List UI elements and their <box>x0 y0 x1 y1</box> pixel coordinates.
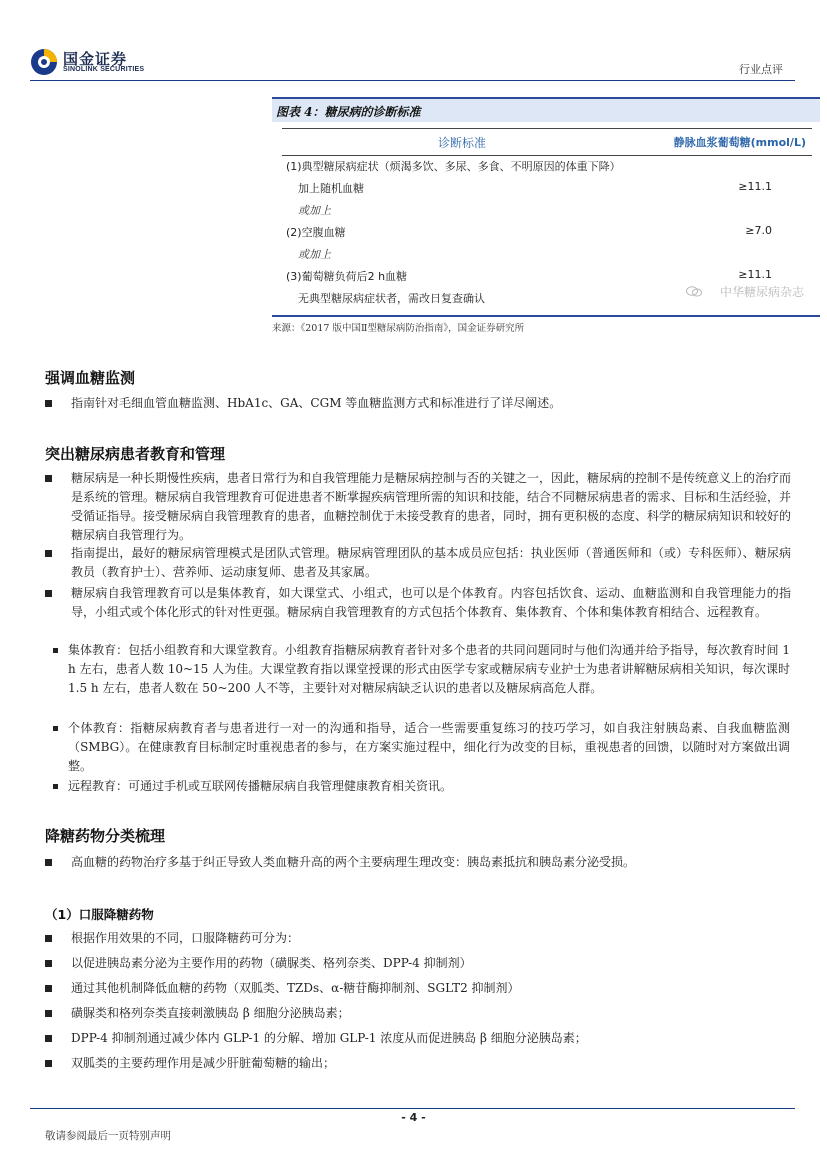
bullet-text: 糖尿病是一种长期慢性疾病，患者日常行为和自我管理能力是糖尿病控制与否的关键之一，因此，糖尿病的控制不是传统意义上的治疗而是系统的管理。糖尿病自我管理教育可促进患者不断掌握疾病管理所需的知识和技能，结合不同糖尿病患者的需求、目标和生活经验，并受循证指导。接受糖尿病自我管理教育的患者，血糖控制优于未接受教育的患者，同时，拥有更积极的态度、科学的糖尿病知识和较好的糖尿病自我管理行为。 <box>71 471 792 542</box>
disclaimer-note: 敬请参阅最后一页特别声明 <box>45 1130 171 1142</box>
bullet-text: 糖尿病自我管理教育可以是集体教育，如大课堂式、小组式，也可以是个体教育。内容包括饮食、运动、血糖监测和自我管理能力的指导，小组式或个体化形式的针对性更强。糖尿病自我管理教育的方式包括个体教育、集体教育、个体和集体教育相结合、远程教育。 <box>71 586 791 619</box>
bullet-text: DPP-4 抑制剂通过减少体内 GLP-1 的分解、增加 GLP-1 浓度从而促进胰岛 β 细胞分泌胰岛素； <box>71 1031 587 1045</box>
table-header-criteria: 诊断标准 <box>438 136 487 150</box>
section-heading-glucose-monitoring: 强调血糖监测 <box>45 369 136 387</box>
company-logo <box>30 47 155 79</box>
bullet-text: 通过其他机制降低血糖的药物（双胍类、TZDs、α-糖苷酶抑制剂、SGLT2 抑制剂） <box>71 981 520 995</box>
bullet-square-icon <box>45 550 52 557</box>
list-item <box>45 1004 791 1023</box>
diagnosis-criteria-table <box>272 122 820 315</box>
bullet-text: 指南提出，最好的糖尿病管理模式是团队式管理。糖尿病管理团队的基本成员应包括：执业医师（普通医师和（或）专科医师）、糖尿病教员（教育护士）、营养师、运动康复师、患者及其家属。 <box>71 546 791 579</box>
bullet-text: 双胍类的主要药理作用是减少肝脏葡萄糖的输出； <box>71 1056 336 1070</box>
table-cell-value: ≥11.1 <box>738 268 772 281</box>
figure-title-bar <box>272 97 820 122</box>
bullet-square-icon <box>45 935 52 942</box>
table-row <box>286 156 800 176</box>
figure-title: 图表 4：糖尿病的诊断标准 <box>276 105 421 119</box>
list-item <box>45 584 791 641</box>
sub-list-item <box>53 777 790 796</box>
subsection-heading-oral-drugs: （1）口服降糖药物 <box>45 907 154 922</box>
sub-list-item <box>53 641 790 717</box>
list-item <box>45 979 791 998</box>
table-row <box>286 222 800 242</box>
figure-source: 来源：《2017 版中国Ⅱ型糖尿病防治指南》，国金证券研究所 <box>272 323 525 334</box>
bullet-square-icon <box>45 1060 52 1067</box>
table-header-glucose: 静脉血浆葡萄糖(mmol/L) <box>673 136 806 149</box>
list-item <box>45 1029 791 1048</box>
bullet-square-icon <box>45 590 52 597</box>
bullet-dot-icon <box>53 784 58 789</box>
table-cell-value: ≥11.1 <box>738 180 772 193</box>
logo-chinese-name: 国金证券 <box>63 50 128 68</box>
bullet-text: 高血糖的药物治疗多基于纠正导致人类血糖升高的两个主要病理生理改变：胰岛素抵抗和胰岛素分泌受损。 <box>71 855 636 869</box>
header-divider <box>30 80 795 81</box>
list-item <box>45 394 791 413</box>
bullet-text: 指南针对毛细血管血糖监测、HbA1c、GA、CGM 等血糖监测方式和标准进行了详尽阐述。 <box>71 396 562 410</box>
section-heading-drug-classification: 降糖药物分类梳理 <box>45 827 166 845</box>
table-top-rule <box>282 128 812 129</box>
list-item <box>45 954 791 973</box>
table-cell-criteria: 或加上 <box>298 204 331 217</box>
bullet-square-icon <box>45 1035 52 1042</box>
list-item <box>45 544 791 582</box>
list-item <box>45 1054 791 1073</box>
table-cell-criteria: (2)空腹血糖 <box>286 226 346 239</box>
wechat-icon <box>686 286 702 297</box>
table-row <box>286 200 800 220</box>
figure-bottom-rule <box>272 315 820 317</box>
table-cell-criteria: 无典型糖尿病症状者，需改日复查确认 <box>298 292 485 305</box>
logo-english-name: SINOLINK SECURITIES <box>63 66 145 73</box>
table-row <box>286 244 800 264</box>
bullet-text: 以促进胰岛素分泌为主要作用的药物（磺脲类、格列奈类、DPP-4 抑制剂） <box>71 956 472 970</box>
list-item <box>45 469 792 542</box>
sub-bullet-text: 远程教育：可通过手机或互联网传播糖尿病自我管理健康教育相关资讯。 <box>68 779 453 793</box>
bullet-square-icon <box>45 859 52 866</box>
footer-divider <box>30 1108 795 1109</box>
table-cell-criteria: (3)葡萄糖负荷后2 h血糖 <box>286 270 408 283</box>
list-item <box>45 929 791 948</box>
bullet-text: 根据作用效果的不同，口服降糖药可分为： <box>71 931 300 945</box>
table-cell-value: ≥7.0 <box>745 224 772 237</box>
bullet-dot-icon <box>53 726 58 731</box>
sinolink-logo-icon <box>30 48 58 76</box>
bullet-square-icon <box>45 985 52 992</box>
page-number: - 4 - <box>401 1111 426 1124</box>
journal-watermark: 中华糖尿病杂志 <box>719 285 804 299</box>
bullet-square-icon <box>45 475 52 482</box>
table-cell-criteria: (1)典型糖尿病症状（烦渴多饮、多尿、多食、不明原因的体重下降） <box>286 160 621 173</box>
bullet-text: 磺脲类和格列奈类直接刺激胰岛 β 细胞分泌胰岛素； <box>71 1006 350 1020</box>
sub-list-item <box>53 719 790 776</box>
table-row <box>286 178 800 198</box>
sub-bullet-text: 个体教育：指糖尿病教育者与患者进行一对一的沟通和指导，适合一些需要重复练习的技巧学习，如自我注射胰岛素、自我血糖监测（SMBG）。在健康教育目标制定时重视患者的参与，在方案实施过程中，细化行为改变的目标，重视患者的回馈，以随时对方案做出调整。 <box>68 721 790 773</box>
report-type-label: 行业点评 <box>739 63 783 76</box>
list-item <box>45 853 791 872</box>
bullet-square-icon <box>45 400 52 407</box>
table-cell-criteria: 或加上 <box>298 248 331 261</box>
sub-bullet-text: 集体教育：包括小组教育和大课堂教育。小组教育指糖尿病教育者针对多个患者的共同问题同时与他们沟通并给予指导，每次教育时间 1 h 左右，患者人数 10~15 人为佳。大课堂教育指以课堂授课的形式由医学专家或糖尿病专业护士为患者讲解糖尿病相关知识，每次课时 1.5 h 左右，患者人数在 50~200 人不等，主要针对对糖尿病缺乏认识的患者以及糖尿病高危人群。 <box>68 643 790 695</box>
bullet-square-icon <box>45 960 52 967</box>
section-heading-patient-education: 突出糖尿病患者教育和管理 <box>45 445 226 463</box>
bullet-square-icon <box>45 1010 52 1017</box>
bullet-dot-icon <box>53 648 58 653</box>
table-cell-criteria: 加上随机血糖 <box>298 182 364 195</box>
